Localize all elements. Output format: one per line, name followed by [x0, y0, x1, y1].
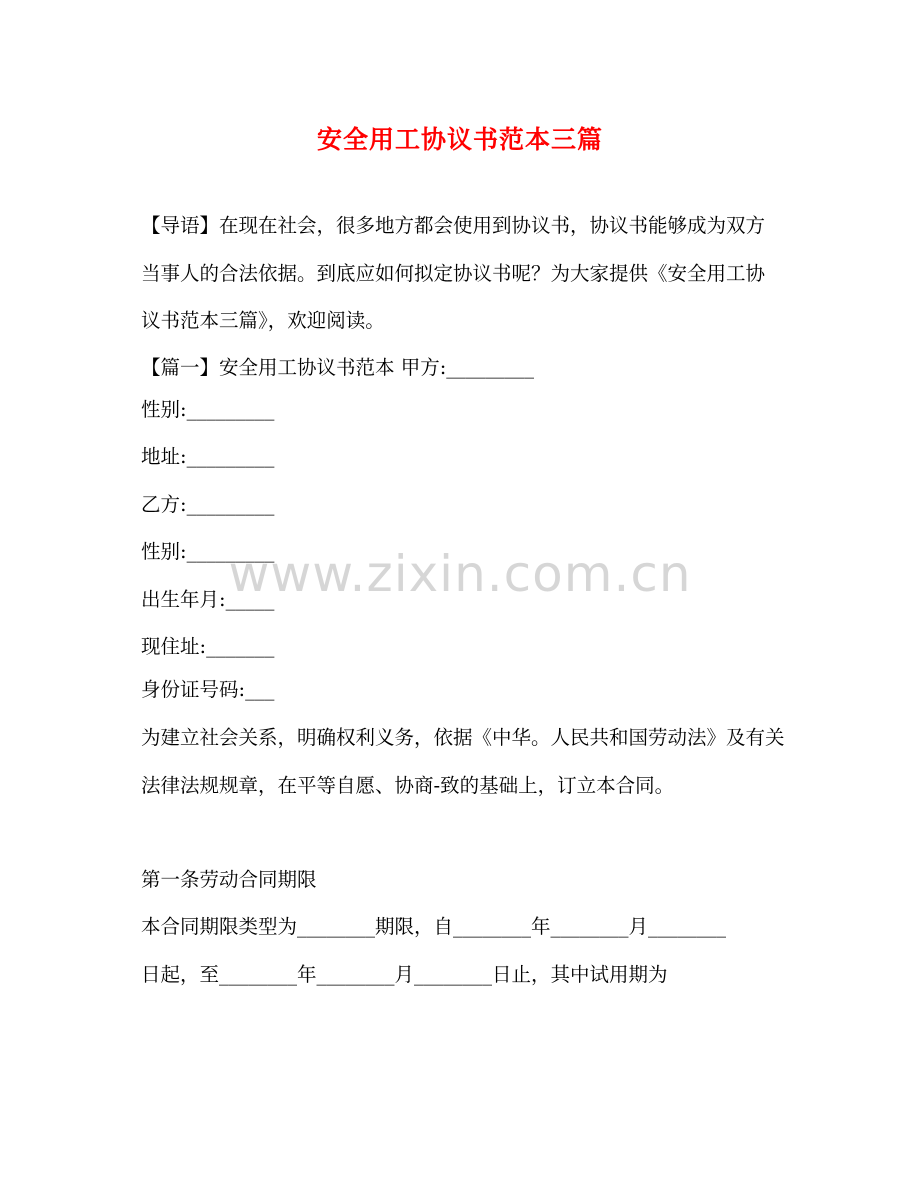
- preamble-paragraph: 为建立社会关系，明确权利义务，依据《中华。人民共和国劳动法》及有关法律法规规章，在平等自愿、协商-致的基础上，订立本合同。: [141, 726, 785, 797]
- watermark: www.zixin.com.cn: [228, 545, 692, 603]
- field-id-number: 身份证号码:___: [141, 678, 275, 701]
- field-address: 地址:_________: [141, 445, 275, 468]
- field-gender-b: 性别:_________: [141, 540, 275, 563]
- field-party-b: 乙方:_________: [141, 493, 275, 516]
- article-1-line-1: 本合同期限类型为________期限，自________年________月________: [141, 915, 727, 938]
- document-title: 安全用工协议书范本三篇: [316, 125, 603, 154]
- article-1-line-2: 日起，至________年________月________日止，其中试用期为: [141, 963, 668, 986]
- field-current-address: 现住址:_______: [141, 635, 275, 658]
- article-1-heading: 第一条劳动合同期限: [141, 868, 317, 891]
- intro-paragraph: 【导语】在现在社会，很多地方都会使用到协议书，协议书能够成为双方当事人的合法依据。到底应如何拟定协议书呢？为大家提供《安全用工协议书范本三篇》，欢迎阅读。: [141, 214, 766, 332]
- field-gender-a: 性别:_________: [141, 398, 275, 421]
- field-birth-date: 出生年月:_____: [141, 588, 275, 611]
- section-heading: 【篇一】安全用工协议书范本 甲方:_________: [141, 356, 535, 379]
